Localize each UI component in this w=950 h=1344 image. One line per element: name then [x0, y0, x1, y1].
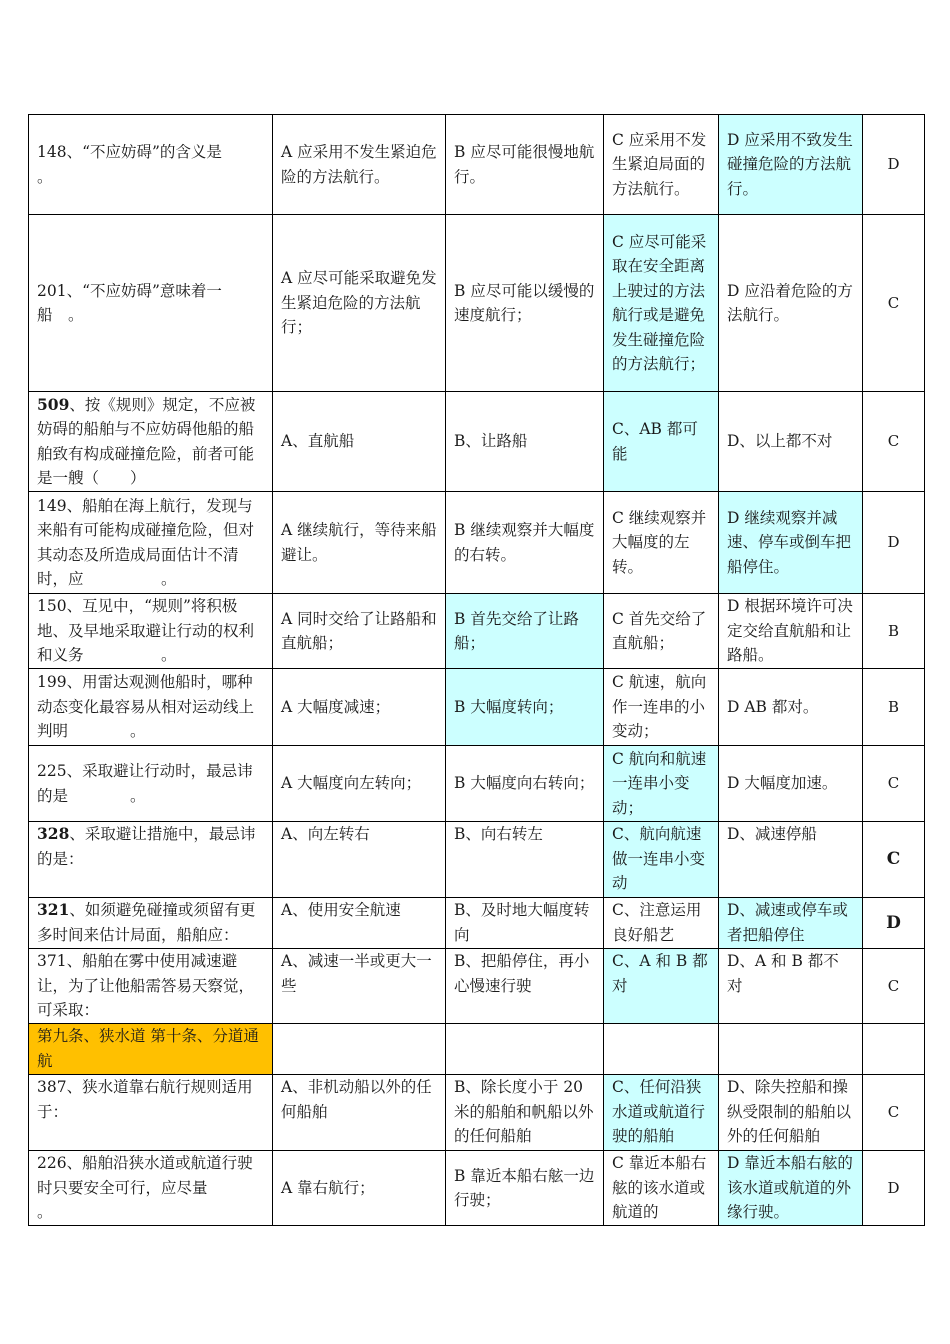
option-c-cell: C 继续观察并大幅度的左转。 [604, 492, 719, 594]
option-b-cell: B 靠近本船右舷一边行驶； [446, 1151, 604, 1226]
answer-cell: C [863, 392, 925, 492]
option-c-cell: C 首先交给了直航船； [604, 594, 719, 669]
option-c-cell: C 航速，航向作一连串的小变动； [604, 669, 719, 746]
table-row [29, 949, 925, 1024]
question-cell: 371、船舶在雾中使用减速避让，为了让他船需答易天察觉，可采取： [29, 949, 273, 1024]
answer-cell: B [863, 594, 925, 669]
option-d-cell: D 靠近本船右舷的该水道或航道的外缘行驶。 [719, 1151, 863, 1226]
option-a-cell: A 靠右航行； [273, 1151, 446, 1226]
option-a-cell: A 继续航行，等待来船避让。 [273, 492, 446, 594]
option-a-cell: A、直航船 [273, 392, 446, 492]
option-b-cell: B 应尽可能很慢地航行。 [446, 115, 604, 215]
table-row [29, 822, 925, 898]
question-cell: 328、采取避让措施中，最忌讳的是： [29, 822, 273, 898]
section-row [29, 1024, 925, 1075]
table-row [29, 669, 925, 746]
table-row [29, 1151, 925, 1226]
answer-cell: D [863, 115, 925, 215]
option-b-cell: B、让路船 [446, 392, 604, 492]
option-c-cell: C 应采用不发生紧迫局面的方法航行。 [604, 115, 719, 215]
table-row [29, 215, 925, 392]
option-c-cell: C、航向航速做一连串小变动 [604, 822, 719, 898]
answer-cell: D [863, 492, 925, 594]
answer-cell [863, 1024, 925, 1075]
option-b-cell: B 首先交给了让路船； [446, 594, 604, 669]
option-a-cell: A 应采用不发生紧迫危险的方法航行。 [273, 115, 446, 215]
option-b-cell: B 应尽可能以缓慢的速度航行； [446, 215, 604, 392]
question-cell: 148、“不应妨碍”的含义是 。 [29, 115, 273, 215]
option-c-cell: C、任何沿狭水道或航道行驶的船舶 [604, 1075, 719, 1151]
option-b-cell: B 大幅度向右转向； [446, 746, 604, 822]
option-c-cell: C、注意运用良好船艺 [604, 898, 719, 949]
option-d-cell: D、以上都不对 [719, 392, 863, 492]
option-d-cell: D、除失控船和操纵受限制的船舶以外的任何船舶 [719, 1075, 863, 1151]
option-a-cell: A 大幅度向左转向； [273, 746, 446, 822]
table-row [29, 115, 925, 215]
option-d-cell: D 大幅度加速。 [719, 746, 863, 822]
option-c-cell [604, 1024, 719, 1075]
answer-cell: C [863, 215, 925, 392]
table-row [29, 594, 925, 669]
table-row [29, 492, 925, 594]
option-d-cell: D、A 和 B 都不对 [719, 949, 863, 1024]
option-c-cell: C 应尽可能采取在安全距离上驶过的方法航行或是避免发生碰撞危险的方法航行； [604, 215, 719, 392]
option-b-cell: B、把船停住，再小心慢速行驶 [446, 949, 604, 1024]
option-a-cell: A、非机动船以外的任何船舶 [273, 1075, 446, 1151]
question-cell: 199、用雷达观测他船时，哪种动态变化最容易从相对运动线上判明 。 [29, 669, 273, 746]
option-d-cell: D AB 都对。 [719, 669, 863, 746]
option-b-cell: B、除长度小于 20 米的船舶和帆船以外的任何船舶 [446, 1075, 604, 1151]
option-d-cell: D、减速或停车或者把船停住 [719, 898, 863, 949]
option-a-cell: A、使用安全航速 [273, 898, 446, 949]
option-a-cell: A、减速一半或更大一些 [273, 949, 446, 1024]
question-cell: 149、船舶在海上航行，发现与来船有可能构成碰撞危险，但对其动态及所造成局面估计不清时，应 。 [29, 492, 273, 594]
option-b-cell: B 大幅度转向； [446, 669, 604, 746]
question-cell: 201、“不应妨碍”意味着一船 。 [29, 215, 273, 392]
question-cell: 509、按《规则》规定，不应被妨碍的船舶与不应妨碍他船的船舶致有构成碰撞危险，前者可能是一艘（ ） [29, 392, 273, 492]
option-b-cell: B、及时地大幅度转向 [446, 898, 604, 949]
answer-cell: B [863, 669, 925, 746]
option-a-cell: A 大幅度减速； [273, 669, 446, 746]
option-a-cell: A 应尽可能采取避免发生紧迫危险的方法航行； [273, 215, 446, 392]
option-a-cell: A 同时交给了让路船和直航船； [273, 594, 446, 669]
option-a-cell: A、向左转右 [273, 822, 446, 898]
option-b-cell: B 继续观察并大幅度的右转。 [446, 492, 604, 594]
section-title: 第九条、狭水道 第十条、分道通航 [29, 1024, 273, 1075]
option-b-cell: B、向右转左 [446, 822, 604, 898]
option-d-cell: D 应采用不致发生碰撞危险的方法航行。 [719, 115, 863, 215]
question-cell: 150、互见中，“规则”将积极地、及早地采取避让行动的权利和义务 。 [29, 594, 273, 669]
table-row [29, 1075, 925, 1151]
answer-cell: C [863, 822, 925, 898]
answer-cell: C [863, 1075, 925, 1151]
option-d-cell [719, 1024, 863, 1075]
question-cell: 225、采取避让行动时，最忌讳的是 。 [29, 746, 273, 822]
table-row [29, 898, 925, 949]
option-c-cell: C 航向和航速一连串小变动； [604, 746, 719, 822]
answer-cell: C [863, 746, 925, 822]
question-cell: 321、如须避免碰撞或须留有更多时间来估计局面，船舶应： [29, 898, 273, 949]
table-row [29, 746, 925, 822]
question-table [28, 114, 925, 1226]
answer-cell: D [863, 898, 925, 949]
option-c-cell: C、A 和 B 都对 [604, 949, 719, 1024]
answer-cell: C [863, 949, 925, 1024]
option-d-cell: D 根据环境许可决定交给直航船和让路船。 [719, 594, 863, 669]
option-c-cell: C、AB 都可能 [604, 392, 719, 492]
option-b-cell [446, 1024, 604, 1075]
option-d-cell: D 应沿着危险的方法航行。 [719, 215, 863, 392]
table-row [29, 392, 925, 492]
option-d-cell: D、减速停船 [719, 822, 863, 898]
option-c-cell: C 靠近本船右舷的该水道或航道的 [604, 1151, 719, 1226]
answer-cell: D [863, 1151, 925, 1226]
question-cell: 387、狭水道靠右航行规则适用于： [29, 1075, 273, 1151]
option-d-cell: D 继续观察并减速、停车或倒车把船停住。 [719, 492, 863, 594]
question-cell: 226、船舶沿狭水道或航道行驶时只要安全可行，应尽量 。 [29, 1151, 273, 1226]
option-a-cell [273, 1024, 446, 1075]
